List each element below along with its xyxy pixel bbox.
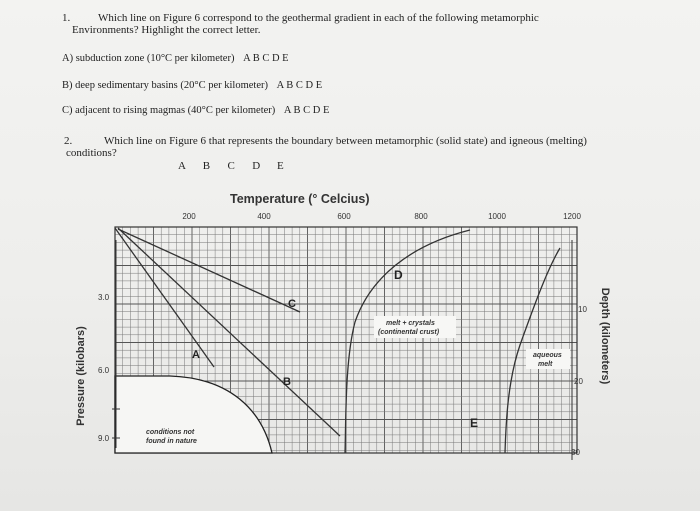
pressure-tick-9: 9.0 bbox=[98, 434, 110, 443]
q2-letter-b[interactable]: B bbox=[202, 160, 211, 172]
label-line-d: D bbox=[394, 268, 403, 282]
pressure-axis-label: Pressure (kilobars) bbox=[75, 326, 87, 426]
question-2-text: Which line on Figure 6 that represents the boundary between metamorphic (solid state) and igneous (melting) bbox=[104, 135, 587, 147]
depth-tick-10: 10 bbox=[578, 305, 587, 314]
question-1-text: Which line on Figure 6 correspond to the geothermal gradient in each of the following metamorphic bbox=[98, 12, 539, 24]
question-2-text-continued: conditions? bbox=[66, 147, 117, 159]
temp-tick-1200: 1200 bbox=[563, 212, 581, 221]
label-line-c: C bbox=[288, 298, 296, 310]
option-b-letters[interactable]: A B C D E bbox=[276, 80, 323, 91]
label-line-b: B bbox=[283, 376, 291, 388]
aqueous-label-line1: aqueous bbox=[533, 352, 562, 359]
temp-tick-800: 800 bbox=[414, 212, 428, 221]
q2-letter-d[interactable]: D bbox=[252, 160, 261, 172]
label-line-e: E bbox=[470, 416, 479, 430]
option-a-label: A) subduction zone (10°C per kilometer) bbox=[62, 53, 235, 64]
q2-letter-a[interactable]: A bbox=[178, 160, 186, 172]
q2-letter-c[interactable]: C bbox=[227, 160, 235, 172]
q2-letter-e[interactable]: E bbox=[277, 160, 284, 172]
region-not-found-line2: found in nature bbox=[146, 438, 197, 445]
temp-tick-600: 600 bbox=[337, 212, 351, 221]
melt-label-line2: (continental crust) bbox=[378, 329, 440, 336]
question-1-number: 1. bbox=[62, 12, 71, 24]
pressure-tick-3: 3.0 bbox=[98, 293, 110, 302]
question-2-number: 2. bbox=[64, 135, 73, 147]
option-c-label: C) adjacent to rising magmas (40°C per kilometer) bbox=[62, 105, 276, 116]
aqueous-label-line2: melt bbox=[538, 361, 553, 368]
option-c-letters[interactable]: A B C D E bbox=[283, 105, 330, 116]
pressure-tick-6: 6.0 bbox=[98, 366, 110, 375]
region-not-found-line1: conditions not bbox=[146, 429, 195, 436]
label-line-a: A bbox=[192, 349, 200, 361]
figure-title: Temperature (° Celcius) bbox=[230, 192, 370, 206]
depth-tick-20: 20 bbox=[574, 377, 583, 386]
question-1-text-continued: Environments? Highlight the correct letter. bbox=[72, 24, 261, 36]
temp-tick-400: 400 bbox=[257, 212, 271, 221]
depth-tick-30: 30 bbox=[571, 448, 580, 457]
option-b-label: B) deep sedimentary basins (20°C per kilometer) bbox=[62, 80, 268, 91]
option-a-letters[interactable]: A B C D E bbox=[243, 53, 289, 64]
temp-tick-200: 200 bbox=[182, 212, 196, 221]
line-a bbox=[115, 228, 214, 367]
depth-axis-label: Depth (kilometers) bbox=[599, 287, 611, 385]
melt-label-line1: melt + crystals bbox=[386, 320, 435, 327]
temp-tick-1000: 1000 bbox=[488, 212, 506, 221]
